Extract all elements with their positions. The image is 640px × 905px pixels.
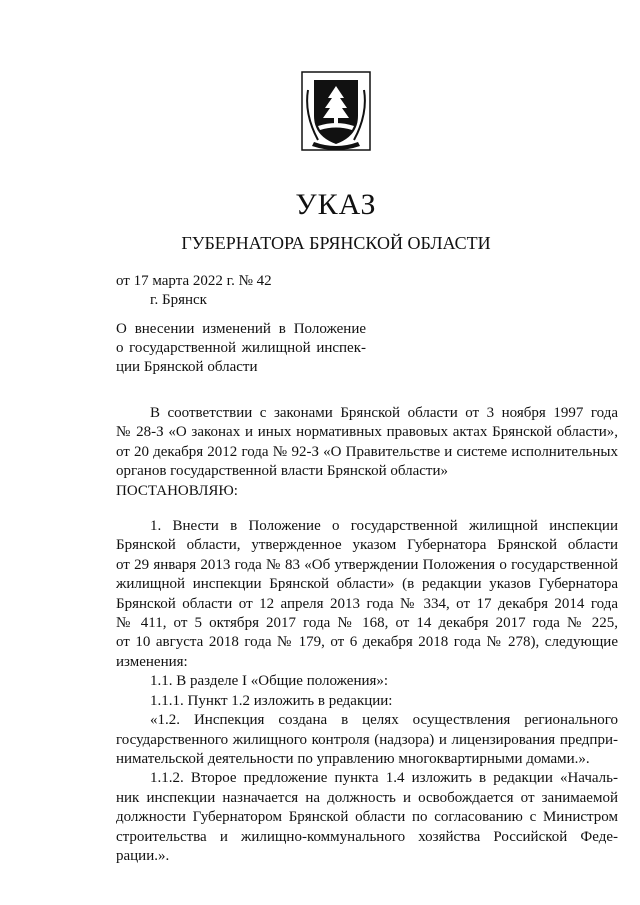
- body-line: от 29 января 2013 года № 83 «Об утверждении Положения о государственной: [116, 556, 618, 573]
- subject-line: о государственной жилищной инспек-: [116, 340, 366, 356]
- body-line: В соответствии с законами Брянской области от 3 ноября 1997 года: [150, 405, 618, 421]
- body-line: жилищной инспекции Брянской области» (в редакции указов Губернатора: [116, 576, 618, 593]
- body-line: от 20 декабря 2012 года № 92-З «О Правительстве и системе исполнительных: [116, 443, 618, 460]
- body-line: № 28-З «О законах и иных нормативных правовых актах Брянской области»,: [116, 424, 618, 441]
- body-line: Брянской области, утвержденное указом Губернатора Брянской области: [116, 537, 618, 554]
- document-subtitle: ГУБЕРНАТОРА БРЯНСКОЙ ОБЛАСТИ: [181, 233, 491, 253]
- document-title: УКАЗ: [295, 188, 377, 221]
- body-line: нимательской деятельности по управлению многоквартирными домами.».: [116, 750, 590, 767]
- document-city: г. Брянск: [150, 292, 207, 308]
- body-line: 1.1. В разделе I «Общие положения»:: [150, 673, 389, 690]
- subject-line: О внесении изменений в Положение: [116, 321, 366, 337]
- body-line: ПОСТАНОВЛЯЮ:: [116, 482, 238, 499]
- document-body: [116, 404, 618, 866]
- body-line: органов государственной власти Брянской области»: [116, 463, 448, 480]
- document-date-number: от 17 марта 2022 г. № 42: [116, 273, 272, 289]
- body-line: ник инспекции назначается на должность и освобождается от занимаемой: [116, 789, 618, 806]
- body-line: должности Губернатором Брянской области по согласованию с Министром: [116, 809, 618, 826]
- body-line: № 411, от 5 октября 2017 года № 168, от 14 декабря 2017 года № 225,: [116, 615, 618, 632]
- body-line: изменения:: [116, 653, 188, 670]
- subject-line: ции Брянской области: [116, 359, 258, 375]
- document-subject: [116, 320, 366, 377]
- body-line: 1. Внести в Положение о государственной жилищной инспекции: [150, 518, 618, 535]
- body-line: 1.1.2. Второе предложение пункта 1.4 изложить в редакции «Началь-: [150, 770, 618, 787]
- body-line: от 10 августа 2018 года № 179, от 6 декабря 2018 года № 278), следующие: [116, 634, 618, 651]
- body-line: «1.2. Инспекция создана в целях осуществления регионального: [150, 712, 618, 729]
- body-line: 1.1.1. Пункт 1.2 изложить в редакции:: [150, 692, 393, 709]
- body-line: государственного жилищного контроля (надзора) и лицензирования предпри-: [116, 731, 618, 748]
- body-line: Брянской области от 12 апреля 2013 года № 334, от 17 декабря 2014 года: [116, 595, 618, 612]
- body-line: строительства и жилищно-коммунального хозяйства Российской Феде-: [116, 828, 618, 845]
- bryansk-coat-of-arms-icon: [300, 70, 372, 152]
- body-line: рации.».: [116, 847, 170, 864]
